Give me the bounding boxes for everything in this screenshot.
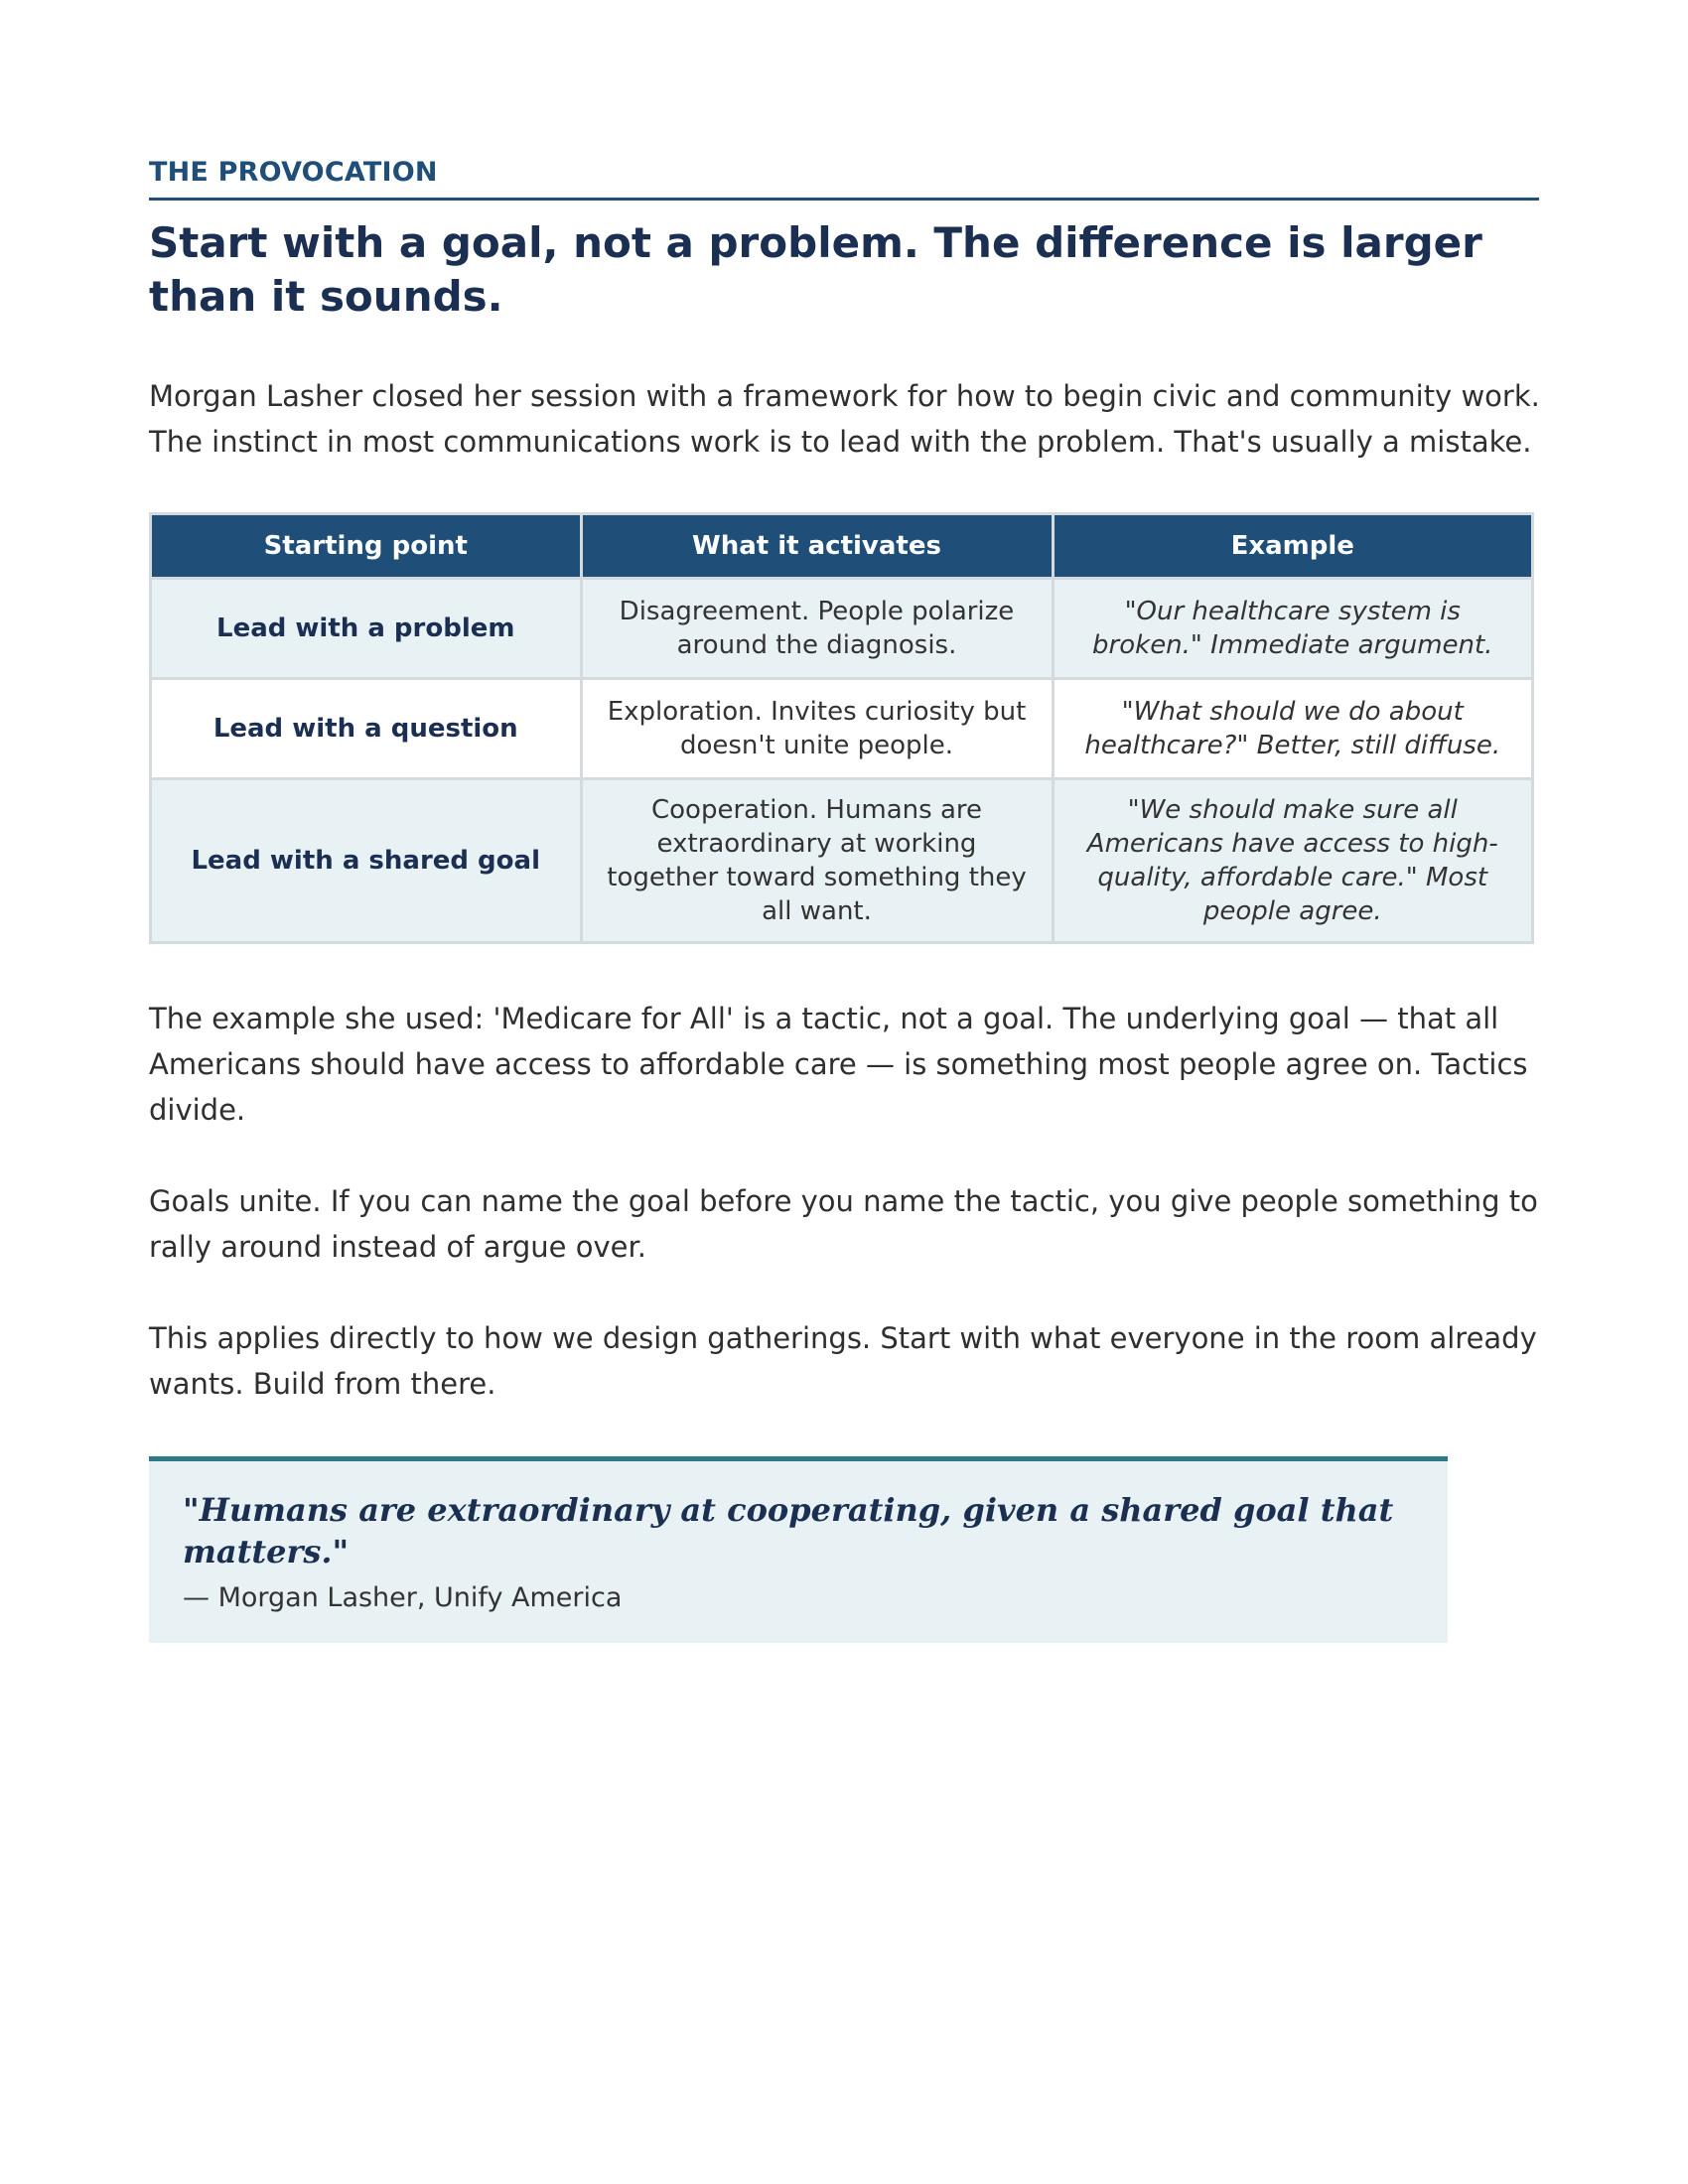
page xyxy=(149,157,1549,1643)
column-header-example: Example xyxy=(1053,515,1531,579)
quote-attribution: — Morgan Lasher, Unify America xyxy=(183,1582,623,1613)
starting-point-cell: Lead with a problem xyxy=(152,579,581,679)
activates-cell: Cooperation. Humans are extraordinary at working together toward something they all want. xyxy=(581,779,1053,942)
column-header-what-it-activates: What it activates xyxy=(581,515,1053,579)
intro-paragraph: Morgan Lasher closed her session with a framework for how to begin civic and community work. The instinct in most communications work is to lead with the problem. That's usually a mistake. xyxy=(149,379,1540,459)
table-row xyxy=(152,679,1531,779)
example-cell: "What should we do about healthcare?" Better, still diffuse. xyxy=(1053,679,1531,779)
body-paragraph: The example she used: 'Medicare for All' is a tactic, not a goal. The underlying goal — that all Americans should have access to affordable care — is something most people agree on. Tactics divide. xyxy=(149,1002,1528,1127)
table-row xyxy=(152,779,1531,942)
body-paragraph: Goals unite. If you can name the goal before you name the tactic, you give people something to rally around instead of argue over. xyxy=(149,1184,1538,1264)
example-cell: "Our healthcare system is broken." Immediate argument. xyxy=(1053,579,1531,679)
section-eyebrow: THE PROVOCATION xyxy=(149,157,1539,201)
activates-cell: Exploration. Invites curiosity but doesn't unite people. xyxy=(581,679,1053,779)
framework-table xyxy=(149,512,1534,944)
pull-quote xyxy=(149,1456,1448,1643)
table-row xyxy=(152,579,1531,679)
example-cell: "We should make sure all Americans have access to high-quality, affordable care." Most people agree. xyxy=(1053,779,1531,942)
starting-point-cell: Lead with a question xyxy=(152,679,581,779)
quote-text: "Humans are extraordinary at cooperating, given a shared goal that matters." xyxy=(183,1491,1394,1570)
starting-point-cell: Lead with a shared goal xyxy=(152,779,581,942)
table-header-row xyxy=(152,515,1531,579)
activates-cell: Disagreement. People polarize around the diagnosis. xyxy=(581,579,1053,679)
column-header-starting-point: Starting point xyxy=(152,515,581,579)
body-paragraph: This applies directly to how we design gatherings. Start with what everyone in the room already wants. Build from there. xyxy=(149,1321,1537,1401)
page-title: Start with a goal, not a problem. The difference is larger than it sounds. xyxy=(149,218,1482,321)
